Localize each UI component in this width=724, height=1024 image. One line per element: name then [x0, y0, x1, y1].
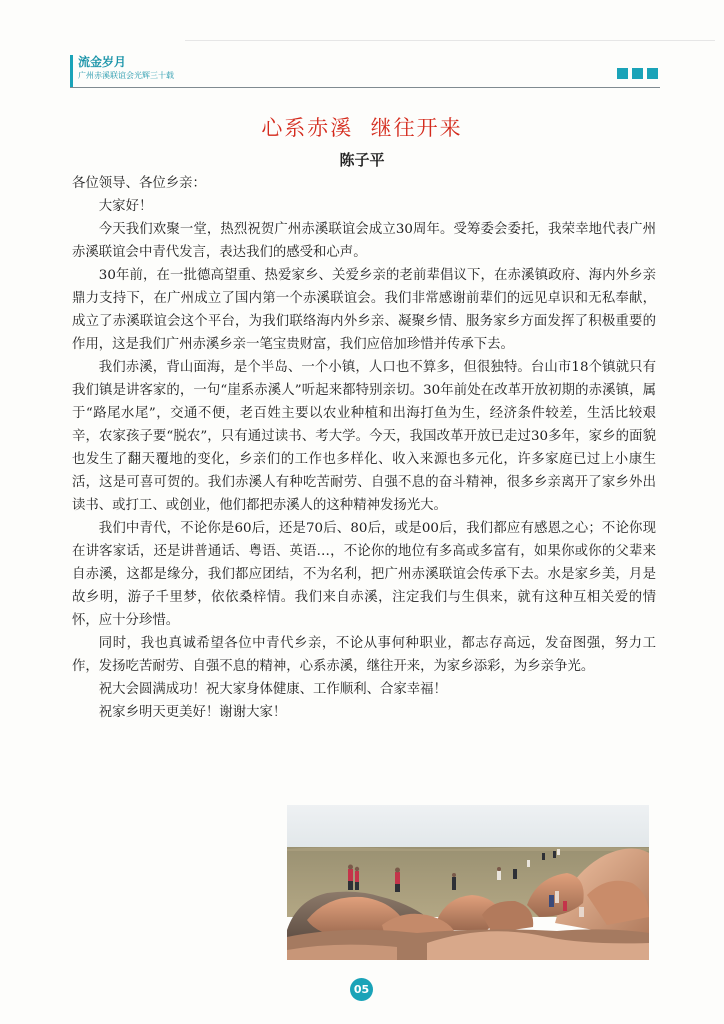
paragraph: 祝家乡明天更美好！谢谢大家！: [98, 705, 287, 720]
article-title: 心系赤溪 继往开来: [261, 116, 463, 140]
paragraph: 今天我们欢聚一堂，热烈祝贺广州赤溪联谊会成立30周年。受筹委会委托，我荣幸地代表广州赤溪联谊会中青代发言，表达我们的感受和心声。: [72, 222, 656, 260]
section-subtitle: 广州赤溪联谊会光辉三十载: [78, 71, 174, 80]
page-header: [70, 55, 660, 89]
article-body: [72, 172, 656, 724]
paragraph: 30年前，在一批德高望重、热爱家乡、关爱乡亲的老前辈倡议下，在赤溪镇政府、海内外乡亲鼎力支持下，在广州成立了国内第一个赤溪联谊会。我们非常感谢前辈们的远见卓识和无私奉献，成立了赤溪联谊会这个平台，为我们联络海内外乡亲、凝聚乡情、服务家乡方面发挥了积极重要的作用，这是我们广州赤溪乡亲一笔宝贵财富，我们应倍加珍惜并传承下去。: [72, 268, 656, 352]
paragraph: 大家好！: [98, 199, 153, 214]
header-decoration: [617, 68, 658, 79]
square-icon: [632, 68, 643, 79]
header-divider: [70, 87, 660, 88]
square-icon: [617, 68, 628, 79]
header-accent-bar: [70, 55, 73, 87]
seaside-rocks-photo: [287, 805, 649, 960]
paragraph: 我们赤溪，背山面海，是个半岛、一个小镇，人口也不算多，但很独特。台山市18个镇就只有我们镇是讲客家的，一句“崖系赤溪人”听起来都特别亲切。30年前处在改革开放初期的赤溪镇，属于“路尾水尾”，交通不便，老百姓主要以农业种植和出海打鱼为生，经济条件较差，生活比较艰辛，农家孩子要“脱农”，只有通过读书、考大学。今天，我国改革开放已走过30多年，家乡的面貌也发生了翻天覆地的变化，乡亲们的工作也多样化、收入来源也多元化，许多家庭已过上小康生活，这是可喜可贺的。我们赤溪人有种吃苦耐劳、自强不息的奋斗精神，很多乡亲离开了家乡外出读书、或打工、或创业，他们都把赤溪人的这种精神发扬光大。: [72, 360, 656, 513]
paragraph: 同时，我也真诚希望各位中青代乡亲，不论从事何种职业，都志存高远，发奋图强，努力工作，发扬吃苦耐劳、自强不息的精神，心系赤溪，继往开来，为家乡添彩，为乡亲争光。: [72, 636, 656, 674]
page-number: 05: [350, 978, 373, 1001]
section-title: 流金岁月: [78, 55, 127, 69]
top-edge-line: [185, 40, 715, 41]
article-author: 陈子平: [339, 151, 385, 169]
salutation: 各位领导、各位乡亲：: [72, 176, 206, 191]
paragraph: 我们中青代，不论你是60后，还是70后、80后，或是00后，我们都应有感恩之心；不论你现在讲客家话，还是讲普通话、粤语、英语…，不论你的地位有多高或多富有，如果你或你的父辈来自赤溪，这都是缘分，我们都应团结，不为名利，把广州赤溪联谊会传承下去。水是家乡美，月是故乡明，游子千里梦，依依桑梓情。我们来自赤溪，注定我们与生俱来，就有这种互相关爱的情怀，应十分珍惜。: [72, 521, 656, 628]
paragraph: 祝大会圆满成功！祝大家身体健康、工作顺利、合家幸福！: [98, 682, 447, 697]
square-icon: [647, 68, 658, 79]
